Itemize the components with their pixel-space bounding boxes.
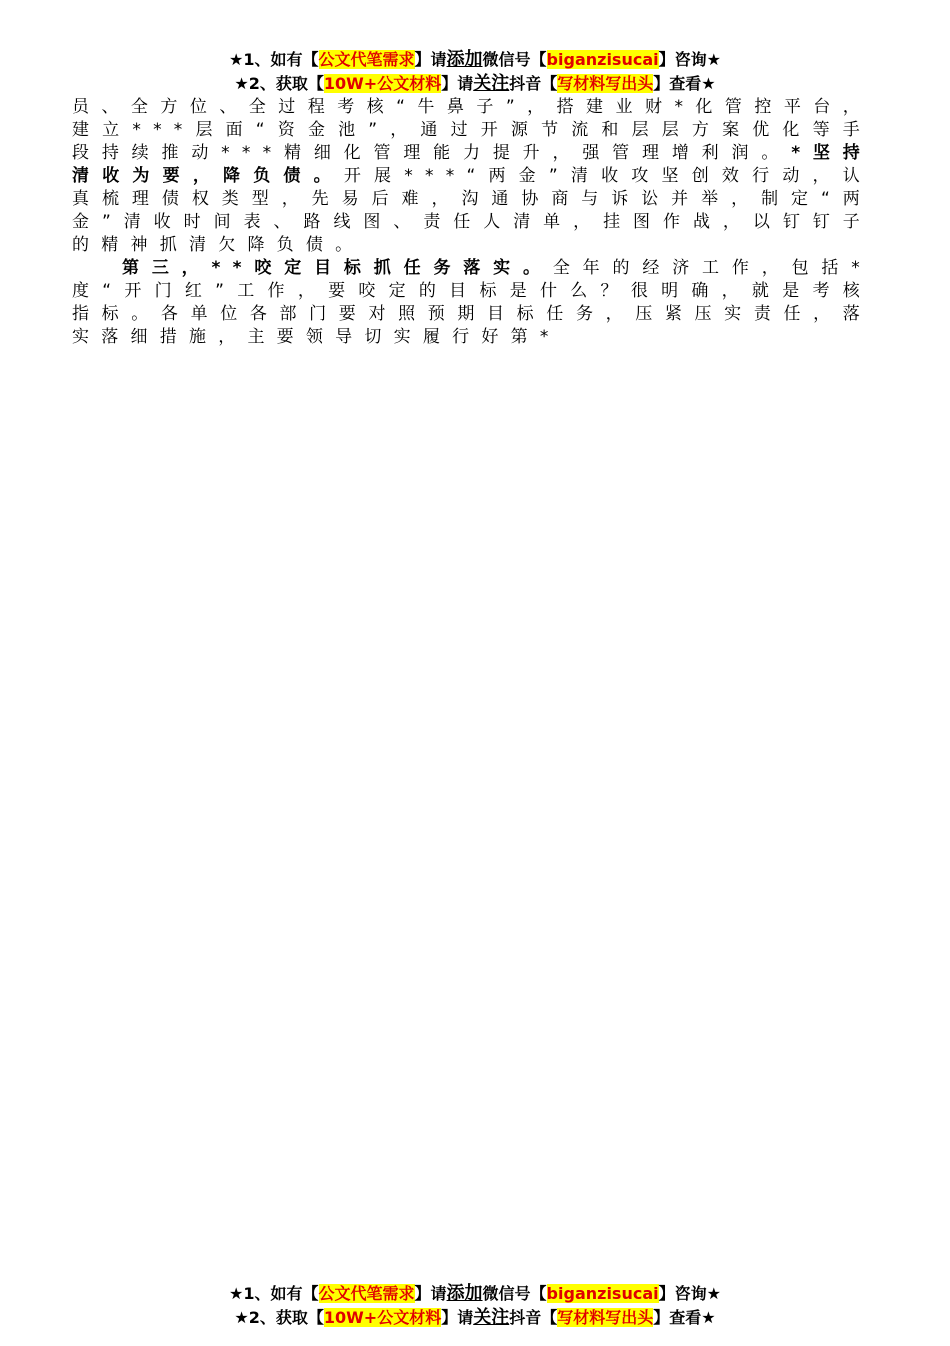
banner-emphasis: 关注 xyxy=(473,73,510,94)
banner-text: 】查看★ xyxy=(653,74,716,93)
paragraph-2 xyxy=(72,257,872,349)
banner-highlight: 公文代笔需求 xyxy=(318,1284,415,1303)
banner-line-1 xyxy=(0,1282,950,1306)
banner-text: ★2、获取【 xyxy=(234,1308,324,1327)
banner-text: 微信号【 xyxy=(482,50,547,69)
paragraph-bold-heading: 第三，**咬定目标抓任务落实。 xyxy=(122,258,553,278)
banner-text: ★1、如有【 xyxy=(229,50,319,69)
paragraph-1 xyxy=(72,96,872,257)
banner-text: 】咨询★ xyxy=(658,1284,721,1303)
banner-highlight: 公文代笔需求 xyxy=(318,50,415,69)
banner-line-2 xyxy=(0,1306,950,1330)
banner-text: 】请 xyxy=(441,1308,474,1327)
banner-text: 抖音【 xyxy=(509,74,558,93)
banner-text: ★2、获取【 xyxy=(234,74,324,93)
banner-text: ★1、如有【 xyxy=(229,1284,319,1303)
banner-text: 】请 xyxy=(414,50,447,69)
paragraph-text: 开展***“两金”清收攻坚创效行动，认真梳理债权类型，先易后难，沟通协商与诉讼并举，制定“两金”清收时间表、路线图、责任人清单，挂图作战，以钉钉子的精神抓清欠降负债。 xyxy=(72,166,872,255)
banner-line-1 xyxy=(0,48,950,72)
banner-highlight: biganzisucai xyxy=(546,50,659,69)
header-banner xyxy=(0,48,950,96)
banner-emphasis: 关注 xyxy=(473,1307,510,1328)
document-body xyxy=(72,96,872,349)
banner-text: 】查看★ xyxy=(653,1308,716,1327)
banner-text: 】请 xyxy=(414,1284,447,1303)
banner-highlight: 写材料写出头 xyxy=(557,74,654,93)
banner-text: 微信号【 xyxy=(482,1284,547,1303)
banner-emphasis: 添加 xyxy=(446,1283,483,1304)
banner-line-2 xyxy=(0,72,950,96)
paragraph-text: 员、全方位、全过程考核“牛鼻子”，搭建业财*化管控平台，建立***层面“资金池”，通过开源节流和层层方案优化等手段持续推动***精细化管理能力提升，强管理增利润。 xyxy=(72,97,872,163)
paragraph-bold-heading: *坚持清收为要，降负债。 xyxy=(72,143,872,186)
banner-text: 】请 xyxy=(441,74,474,93)
banner-text: 】咨询★ xyxy=(658,50,721,69)
banner-highlight: biganzisucai xyxy=(546,1284,659,1303)
banner-highlight: 写材料写出头 xyxy=(557,1308,654,1327)
banner-highlight: 10W+公文材料 xyxy=(323,1308,442,1327)
paragraph-text: 全年的经济工作，包括*度“开门红”工作，要咬定的目标是什么？很明确，就是考核指标。各单位各部门要对照预期目标任务，压紧压实责任，落实落细措施，主要领导切实履行好第* xyxy=(72,258,872,347)
footer-banner xyxy=(0,1282,950,1330)
banner-emphasis: 添加 xyxy=(446,49,483,70)
banner-text: 抖音【 xyxy=(509,1308,558,1327)
banner-highlight: 10W+公文材料 xyxy=(323,74,442,93)
